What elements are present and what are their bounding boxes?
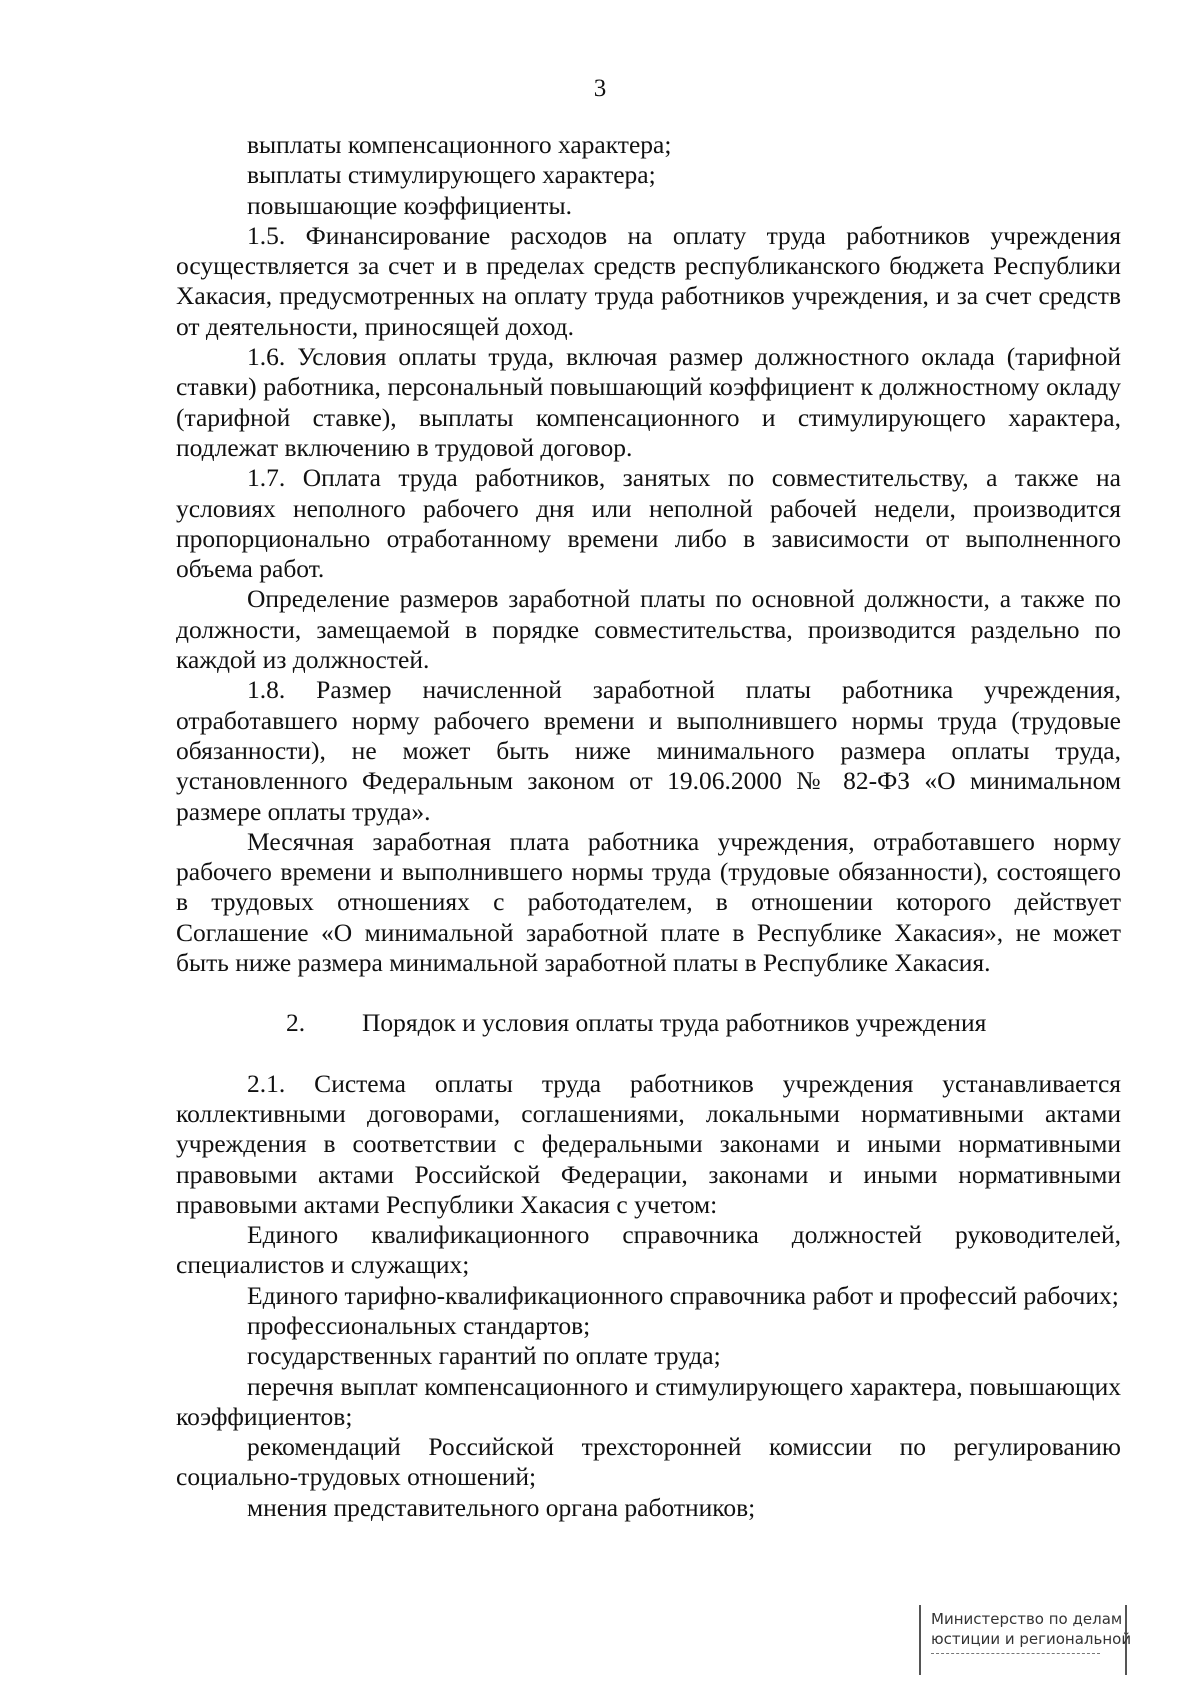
stamp-line: Министерство по делам [931,1610,1123,1628]
paragraph-2-1: 2.1. Система оплаты труда работников учреждения устанавливается коллективными договорами, соглашениями, локальными нормативными актами учреждения в соответствии с федеральными законами и иными нормативными правовыми актами Российской Федерации, законами и иными нормативными правовыми актами Республики Хакасия с учетом: [176,1068,1121,1219]
paragraph-1-5: 1.5. Финансирование расходов на оплату труда работников учреждения осуществляется за счет и в пределах средств республиканского бюджета Республики Хакасия, предусмотренных на оплату труда работников учреждения, и за счет средств от деятельности, приносящей доход. [176,220,1121,341]
document-body [176,130,1121,1523]
paragraph: профессиональных стандартов; [247,1310,591,1340]
paragraph: государственных гарантий по оплате труда; [247,1341,721,1371]
paragraph-1-6: 1.6. Условия оплаты труда, включая размер должностного оклада (тарифной ставки) работника, персональный повышающий коэффициент к должностному окладу (тарифной ставке), выплаты компенсационного и стимулирующего характера, подлежат включению в трудовой договор. [176,342,1121,462]
paragraph: Единого тарифно-квалификационного справочника работ и профессий рабочих; [247,1280,1119,1310]
paragraph: рекомендаций Российской трехсторонней комиссии по регулированию социально-трудовых отношений; [176,1432,1121,1492]
paragraph-1-7: 1.7. Оплата труда работников, занятых по совместительству, а также на условиях неполного рабочего дня или неполной рабочей недели, производится пропорционально отработанному времени либо в зависимости от выполненного объема работ. [176,463,1121,584]
paragraph: выплаты компенсационного характера; [247,130,672,159]
paragraph-1-8: 1.8. Размер начисленной заработной платы работника учреждения, отработавшего норму рабочего времени и выполнившего нормы труда (трудовые обязанности), не может быть ниже минимального размера оплаты труда, установленного Федеральным законом от 19.06.2000 № 82-ФЗ «О минимальном размере оплаты труда». [176,675,1121,826]
stamp-line: юстиции и региональной [931,1630,1132,1648]
section-number: 2. [286,1008,306,1038]
paragraph: Единого квалификационного справочника должностей руководителей, специалистов и служащих; [176,1220,1121,1280]
paragraph: мнения представительного органа работников; [247,1492,756,1522]
paragraph: повышающие коэффициенты. [247,190,572,220]
paragraph: перечня выплат компенсационного и стимулирующего характера, повышающих коэффициентов; [176,1371,1121,1431]
paragraph: Определение размеров заработной платы по основной должности, а также по должности, замещаемой в порядке совместительства, производится раздельно по каждой из должностей. [176,584,1121,675]
page-number: 3 [593,75,607,102]
registration-stamp [919,1605,1132,1675]
section-title: Порядок и условия оплаты труда работников учреждения [362,1008,987,1038]
section-heading [176,1008,1121,1038]
stamp-divider [931,1653,1100,1654]
paragraph: Месячная заработная плата работника учреждения, отработавшего норму рабочего времени и выполнившего нормы труда (трудовые обязанности), состоящего в трудовых отношениях с работодателем, в отношении которого действует Соглашение «О минимальной заработной плате в Республике Хакасия», не может быть ниже размера минимальной заработной платы в Республике Хакасия. [176,826,1121,978]
paragraph: выплаты стимулирующего характера; [247,160,656,190]
